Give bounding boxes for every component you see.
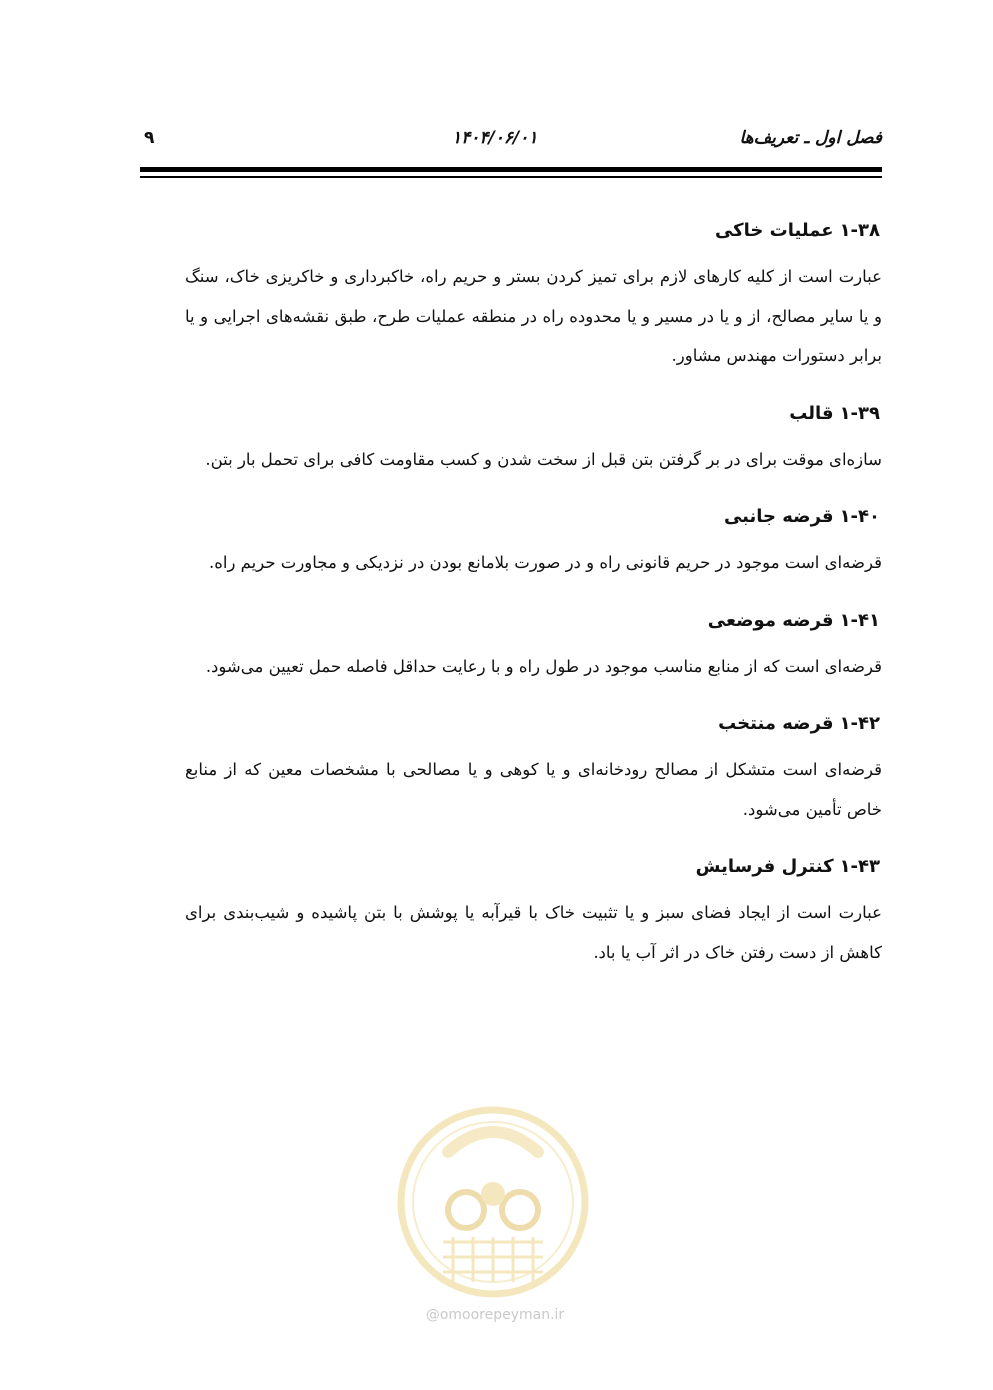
section-heading [185, 388, 882, 440]
section-title: قرضه جانبی [723, 506, 834, 527]
header-rule-thick [140, 167, 882, 172]
section-text: قرضه‌ای است متشکل از مصالح رودخانه‌ای و یا کوهی و یا مصالحی با مشخصات معین که از منابع خاص تأمین می‌شود. [185, 760, 882, 819]
section-heading [185, 205, 882, 257]
section-1-39 [185, 388, 882, 480]
document-body [185, 205, 882, 984]
section-1-40 [185, 491, 882, 583]
section-number: ۱-۴۱ [839, 609, 880, 631]
watermark-text: @omoorepeyman.ir [425, 1307, 565, 1323]
section-1-43 [185, 841, 882, 972]
section-title: کنترل فرسایش [695, 856, 834, 877]
section-number: ۱-۴۲ [839, 713, 880, 734]
section-heading [185, 595, 882, 647]
section-number: ۱-۳۸ [839, 220, 880, 241]
section-number: ۱-۴۰ [839, 506, 880, 527]
section-text: عبارت است از کلیه کارهای لازم برای تمیز کردن بستر و حریم راه، خاکبرداری و خاکریزی خاک، سنگ و یا سایر مصالح، از و یا در مسیر و یا محدوده راه در منطقه عملیات طرح، طبق نقشه‌های اجرایی و یا برابر دستورات مهندس مشاور. [185, 267, 882, 365]
section-text: سازه‌ای موقت برای در بر گرفتن بتن قبل از سخت شدن و کسب مقاومت کافی برای تحمل بار بتن. [205, 449, 882, 469]
section-heading [185, 491, 882, 543]
section-title: قالب [789, 402, 834, 424]
section-1-38 [185, 205, 882, 376]
section-1-41 [185, 595, 882, 687]
section-text: قرضه‌ای است موجود در حریم قانونی راه و در صورت بلامانع بودن در نزدیکی و مجاورت حریم راه. [209, 553, 882, 572]
page-number: ۹ [144, 128, 155, 148]
section-title: قرضه موضعی [707, 609, 834, 631]
section-title: عملیات خاکی [714, 220, 834, 241]
section-number: ۱-۳۹ [839, 402, 880, 424]
section-heading [185, 841, 882, 893]
chapter-title: فصل اول ـ تعریف‌ها [739, 128, 882, 148]
section-number: ۱-۴۳ [839, 856, 880, 877]
header-rule-thin [140, 176, 882, 178]
section-heading [185, 698, 882, 750]
header-date: ۱۴۰۴/۰۶/۰۱ [452, 128, 538, 148]
section-text: قرضه‌ای است که از منابع مناسب موجود در طول راه و با رعایت حداقل فاصله حمل تعیین می‌شود. [205, 656, 882, 676]
watermark-logo [388, 1092, 598, 1332]
page-header [140, 128, 882, 162]
section-text: عبارت است از ایجاد فضای سبز و یا تثبیت خاک با قیرآبه یا پوشش با بتن پاشیده و شیب‌بندی برای کاهش از دست رفتن خاک در اثر آب یا باد. [185, 903, 882, 962]
section-1-42 [185, 698, 882, 829]
section-title: قرضه منتخب [718, 713, 834, 734]
